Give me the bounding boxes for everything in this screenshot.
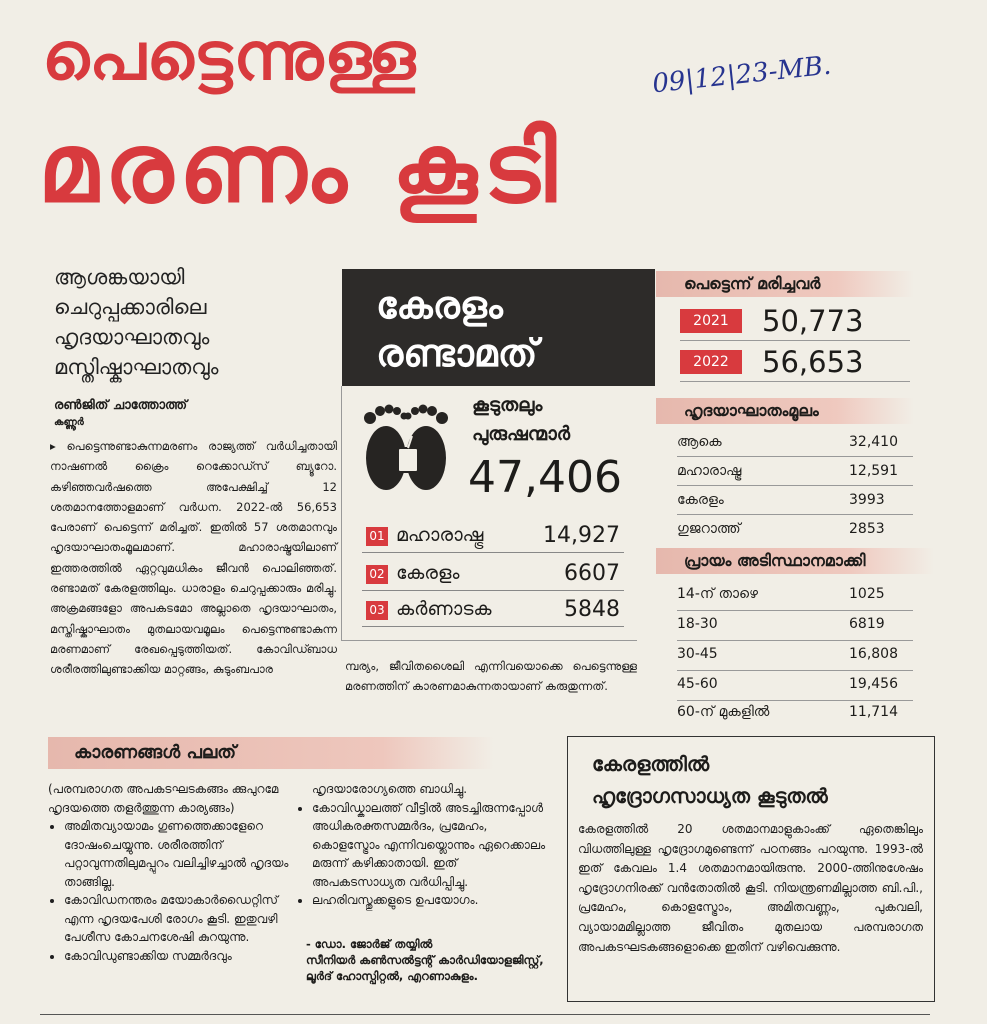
year-row xyxy=(680,345,910,382)
state-rank-row xyxy=(362,596,624,627)
age-row xyxy=(677,698,913,728)
reason-item: • കോവിഡുണ്ടാക്കിയ സമ്മർദവും xyxy=(64,947,298,966)
age-label: 18-30 xyxy=(677,616,718,632)
heart-attack-value: 12,591 xyxy=(849,463,898,479)
rank-state: കർണാടക xyxy=(396,598,492,620)
section-divider xyxy=(342,640,637,641)
state-rank-row xyxy=(362,522,624,553)
age-based-title: പ്രായം അടിസ്ഥാനമാക്കി xyxy=(656,548,934,574)
reasons-intro: (പരമ്പരാഗത അപകടഘടകങ്ങം ക്കുപുറമേ ഹൃദയത്തെ തളർത്തുന്ന കാര്യങ്ങം) xyxy=(48,782,279,815)
reason-item: • ലഹരിവസ്തുക്കളുടെ ഉപയോഗം. xyxy=(312,891,546,910)
page-bottom-rule xyxy=(40,1014,930,1015)
rank-number: 01 xyxy=(366,527,388,546)
state-rank-row xyxy=(362,560,624,591)
age-value: 19,456 xyxy=(849,676,898,692)
heart-attack-label: ഗുജറാത്ത് xyxy=(677,521,741,537)
age-value: 11,714 xyxy=(849,704,898,720)
heart-attack-row xyxy=(677,428,913,457)
feet-with-tag-icon xyxy=(356,396,461,496)
risk-box-title-1: കേരളത്തിൽ xyxy=(592,752,710,776)
kerala-second-box xyxy=(342,269,655,386)
sudden-deaths-title: പെട്ടെന്ന് മരിച്ചവർ xyxy=(656,271,914,297)
kerala-box-line-1: കേരളം xyxy=(376,283,503,327)
reason-item: • കോവിഡനന്തരം മയോകാർഡൈറ്റിസ് എന്ന ഹൃദയപേശി രോഗം കൂടി. ഇതുവഴി പേശീസ കോചനശേഷി കുറയുന്നു. xyxy=(64,891,298,947)
rank-state: മഹാരാഷ്ട്ര xyxy=(396,524,484,546)
rank-state: കേരളം xyxy=(396,562,460,584)
age-label: 45-60 xyxy=(677,676,718,692)
reasons-column-2 xyxy=(296,780,546,910)
column-divider xyxy=(341,386,342,641)
rank-value: 5848 xyxy=(564,597,620,622)
heart-attack-label: മഹാരാഷ്ട്ര xyxy=(677,463,742,479)
age-value: 1025 xyxy=(849,586,885,602)
year-row xyxy=(680,304,910,341)
rank-number: 02 xyxy=(366,565,388,584)
subheadline: ആശങ്കയായി ചെറുപ്പക്കാരിലെ ഹൃദയാഘാതവും മസ്തിഷ്കാഘാതവും xyxy=(54,265,219,379)
year-value: 50,773 xyxy=(762,304,864,338)
age-label: 30-45 xyxy=(677,646,718,662)
age-value: 6819 xyxy=(849,616,885,632)
article-body-continued: മ്പര്യം, ജീവിതശൈലി എന്നിവയൊക്കെ പെട്ടെന്നുള്ള മരണത്തിന് കാരണമാകുന്നതായാണ് കരുതുന്നത്. xyxy=(345,659,637,694)
reasons-column-1 xyxy=(48,780,298,965)
headline-line-1: പെട്ടെന്നുള്ള xyxy=(42,18,417,95)
rank-value: 6607 xyxy=(564,561,620,586)
reason-continued: ഹൃദയാരോഗ്യത്തെ ബാധിച്ചു. xyxy=(312,782,468,796)
year-badge: 2021 xyxy=(680,309,742,333)
article-body-left: ▸ പെട്ടെന്നുണ്ടാകുന്നമരണം രാജ്യത്ത് വർധിച്ചതായി നാഷണൽ ക്രൈം റെക്കോഡ്സ് ബ്യൂറോ. കഴിഞ്ഞവർഷത്തെ അപേക്ഷിച്ച് 12 ശതമാനത്തോളമാണ് വർധന. 2022-ൽ 56,653 പേരാണ് പെട്ടെന്ന് മരിച്ചത്. ഇതിൽ 57 ശതമാനവും ഹൃദയാഘാതംമൂലമാണ്. മഹാരാഷ്ട്രയിലാണ് ഇത്തരത്തിൽ ഏറ്റവുമധികം ജീവൻ പൊലിഞ്ഞത്. രണ്ടാമത് കേരളത്തിലും. ധാരാളം ചെറുപ്പക്കാരും മരിച്ചു. അക്രമങ്ങളോ അപകടമോ അല്ലാതെ ഹൃദയാഘാതം, മസ്തിഷ്കാഘാതം മുതലായവമൂലം പെട്ടെന്നുണ്ടാകുന്ന മരണമാണ് രേഖപ്പെടുത്തിയത്. കോവിഡ്ബാധ ശരീരത്തിലുണ്ടാക്കിയ മാറ്റങ്ങം, കുടുംബപാര xyxy=(50,439,337,677)
heart-attack-title: ഹൃദയാഘാതംമൂലം xyxy=(656,398,914,424)
risk-box-title-2: ഹൃദ്രോഗസാധ്യത കൂടുതൽ xyxy=(592,784,828,808)
heart-attack-label: ആകെ xyxy=(677,434,722,450)
byline-place: കണ്ണൂർ xyxy=(54,417,84,428)
heart-attack-row xyxy=(677,457,913,486)
heart-attack-value: 32,410 xyxy=(849,434,898,450)
rank-number: 03 xyxy=(366,601,388,620)
risk-box-body: കേരളത്തിൽ 20 ശതമാനമാളുകാംക്ക് ഏതെങ്കിലും വിധത്തിലുള്ള ഹൃദ്രോഗമുണ്ടെന്ന് പഠനങ്ങം പറയുന്നു. 1993-ൽ ഇത് കേവലം 1.4 ശതമാനമായിരുന്നു. 2000-ത്തിനുശേഷം ഹൃദ്രോഗനിരക്ക് വൻതോതിൽ കൂടി. നിയന്ത്രണമില്ലാത്ത ബി.പി., പ്രമേഹം, കൊളസ്ട്രോം, അമിതവണ്ണം, പുകവലി, വ്യായാമമില്ലാത്ത ജീവിതം മുതലായ പരമ്പരാഗത അപകടഘടകങ്ങളൊക്കെ ഇതിന് വഴിവെക്കുന്നു. xyxy=(578,822,923,954)
reason-item: • കോവിഡ്കാലത്ത് വീട്ടിൽ അടച്ചിരുന്നപ്പോൾ അധികരക്തസമ്മർദം, പ്രമേഹം, കൊളസ്ട്രോം എന്നിവയ്ലൊന്നും ഏറെക്കാലം മരുന്ന് കഴിക്കാതായി. ഇത് അപകടസാധ്യത വർധിപ്പിച്ചു. xyxy=(312,799,546,892)
heart-attack-row xyxy=(677,515,913,543)
rank-value: 14,927 xyxy=(543,523,620,548)
male-stat-label-2: പുരുഷന്മാർ xyxy=(472,423,571,445)
heart-attack-value: 2853 xyxy=(849,521,885,537)
age-row xyxy=(677,670,913,701)
age-row xyxy=(677,580,913,611)
heart-attack-row xyxy=(677,486,913,515)
age-label: 60-ന് മുകളിൽ xyxy=(677,704,770,720)
headline-line-2: മരണം കൂടി xyxy=(38,112,563,224)
year-value: 56,653 xyxy=(762,345,864,379)
age-row xyxy=(677,640,913,671)
male-stat-value: 47,406 xyxy=(468,452,622,503)
expert-credit: - ഡോ. ജോർജ് തയ്യിൽ സീനിയർ കൺസൽട്ടന്റ് കാർഡിയോളജിസ്റ്റ്, ലൂർദ് ഹോസ്പിറ്റൽ, എറണാകുളം. xyxy=(306,937,544,983)
male-stat-label-1: കൂടുതലും xyxy=(472,394,543,416)
age-label: 14-ന് താഴെ xyxy=(677,586,758,602)
age-value: 16,808 xyxy=(849,646,898,662)
age-row xyxy=(677,610,913,641)
byline-name: രൺജിത് ചാത്തോത്ത് xyxy=(54,398,188,413)
heart-attack-label: കേരളം xyxy=(677,492,724,508)
handwritten-date-note: 09|12|23-MB. xyxy=(650,50,833,100)
year-badge: 2022 xyxy=(680,350,742,374)
heart-attack-value: 3993 xyxy=(849,492,885,508)
reason-item: • അമിതവ്യായാമം ഗുണത്തെക്കാളേറെ ദോഷംചെയ്യുന്നു. ശരീരത്തിന് പറ്റാവുന്നതിലുമപ്പുറം വലിച്ചിഴച്ചാൽ ഹൃദയം താങ്ങില്ല. xyxy=(64,817,298,891)
kerala-box-line-2: രണ്ടാമത് xyxy=(376,331,538,375)
reasons-title: കാരണങ്ങൾ പലത് xyxy=(48,737,494,769)
